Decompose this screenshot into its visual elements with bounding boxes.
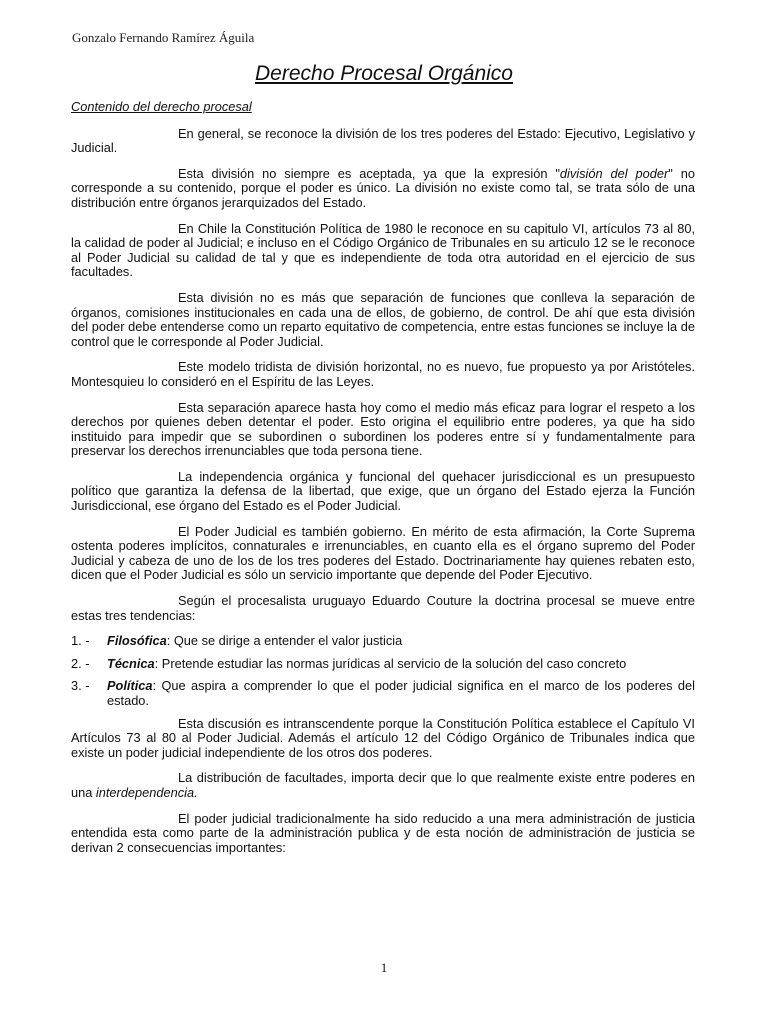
document-body [71,100,695,866]
list-term: Técnica [107,655,155,671]
paragraph: Esta discusión es intranscendente porque la Constitución Política establece el Capítulo VI Artículos 73 al 80 al Poder Judicial. Además el artículo 12 del Código Orgánico de Tribunales indica que existe un poder judicial independiente de los otros dos poderes. [71,715,695,760]
paragraph: Este modelo tridista de división horizontal, no es nuevo, fue propuesto ya por Aristóteles. Montesquieu lo consideró en el Espíritu de las Leyes. [71,359,695,389]
paragraph: El Poder Judicial es también gobierno. En mérito de esta afirmación, la Corte Suprema ostenta poderes implícitos, connaturales e irrenunciables, en cuanto ella es el órgano supremo del Poder Judicial y cabeza de uno de los de los tres poderes del Estado. Doctrinariamente hay quienes rebaten esto, dicen que el Poder Judicial es sólo un servicio importante que depende del Poder Ejecutivo. [71,523,695,583]
paragraph: En Chile la Constitución Política de 1980 le reconoce en su capitulo VI, artículos 73 al 80, la calidad de poder al Judicial; e incluso en el Código Orgánico de Tribunales en su articulo 12 se le reconoce al Poder Judicial su calidad de tal y que es independiente de toda otra autoridad en el ejercicio de sus facultades. [71,220,695,280]
paragraph: Esta división no es más que separación de funciones que conlleva la separación de órganos, comisiones institucionales en cada una de ellos, de gobierno, de control. De ahí que esta división del poder debe entenderse como un reparto equitativo de competencia, entre estas funciones se incluye la de control que le corresponde al Poder Judicial. [71,289,695,349]
list-item: 1. - Filosófica: Que se dirige a entender el valor justicia [71,633,403,649]
italic-phrase: división del poder [559,165,669,181]
paragraph: Esta separación aparece hasta hoy como el medio más eficaz para lograr el respeto a los derechos por quienes deben detentar el poder. Esto origina el equilibrio entre poderes, ya que ha sido instituido para impedir que se subordinen o subordinen los poderes entre sí y fundamentalmente para preservar los derechos irrenunciables que toda persona tiene. [71,399,695,459]
list-item: 2. - Técnica: Pretende estudiar las normas jurídicas al servicio de la solución del caso concreto [71,655,627,671]
paragraph: En general, se reconoce la división de los tres poderes del Estado: Ejecutivo, Legislativo y Judicial. [71,125,695,156]
paragraph: Según el procesalista uruguayo Eduardo Couture la doctrina procesal se mueve entre estas tres tendencias: [71,593,695,623]
paragraph: La distribución de facultades, importa decir que lo que realmente existe entre poderes en una interdependencia. [71,770,695,800]
list-term: Política [107,678,153,694]
paragraph: La independencia orgánica y funcional del quehacer jurisdiccional es un presupuesto político que garantiza la defensa de la libertad, que exige, que un órgano del Estado ejerza la Función Jurisdiccional, ese órgano del Estado es el Poder Judicial. [71,468,695,514]
document-title: Derecho Procesal Orgánico [255,62,513,85]
page-number: 1 [380,960,388,975]
list-term: Filosófica [107,633,167,649]
list-number: 1. - [71,633,90,649]
italic-phrase: interdependencia. [95,784,198,800]
paragraph: El poder judicial tradicionalmente ha sido reducido a una mera administración de justicia entendida esta como parte de la administración publica y de esta noción de administración de justicia se derivan 2 consecuencias importantes: [71,810,695,855]
page-header-author: Gonzalo Fernando Ramírez Águila [72,30,255,45]
list-item: 3. - Política: Que aspira a comprender lo que el poder judicial significa en el marco de los poderes del estado. [71,678,695,708]
list-number: 2. - [71,655,90,671]
list-number: 3. - [71,678,90,694]
section-title: Contenido del derecho procesal [71,99,252,114]
paragraph: Esta división no siempre es aceptada, ya que la expresión "división del poder" no corresponde a su contenido, porque el poder es único. La división no existe como tal, se trata sólo de una distribución entre órganos jerarquizados del Estado. [71,165,695,210]
